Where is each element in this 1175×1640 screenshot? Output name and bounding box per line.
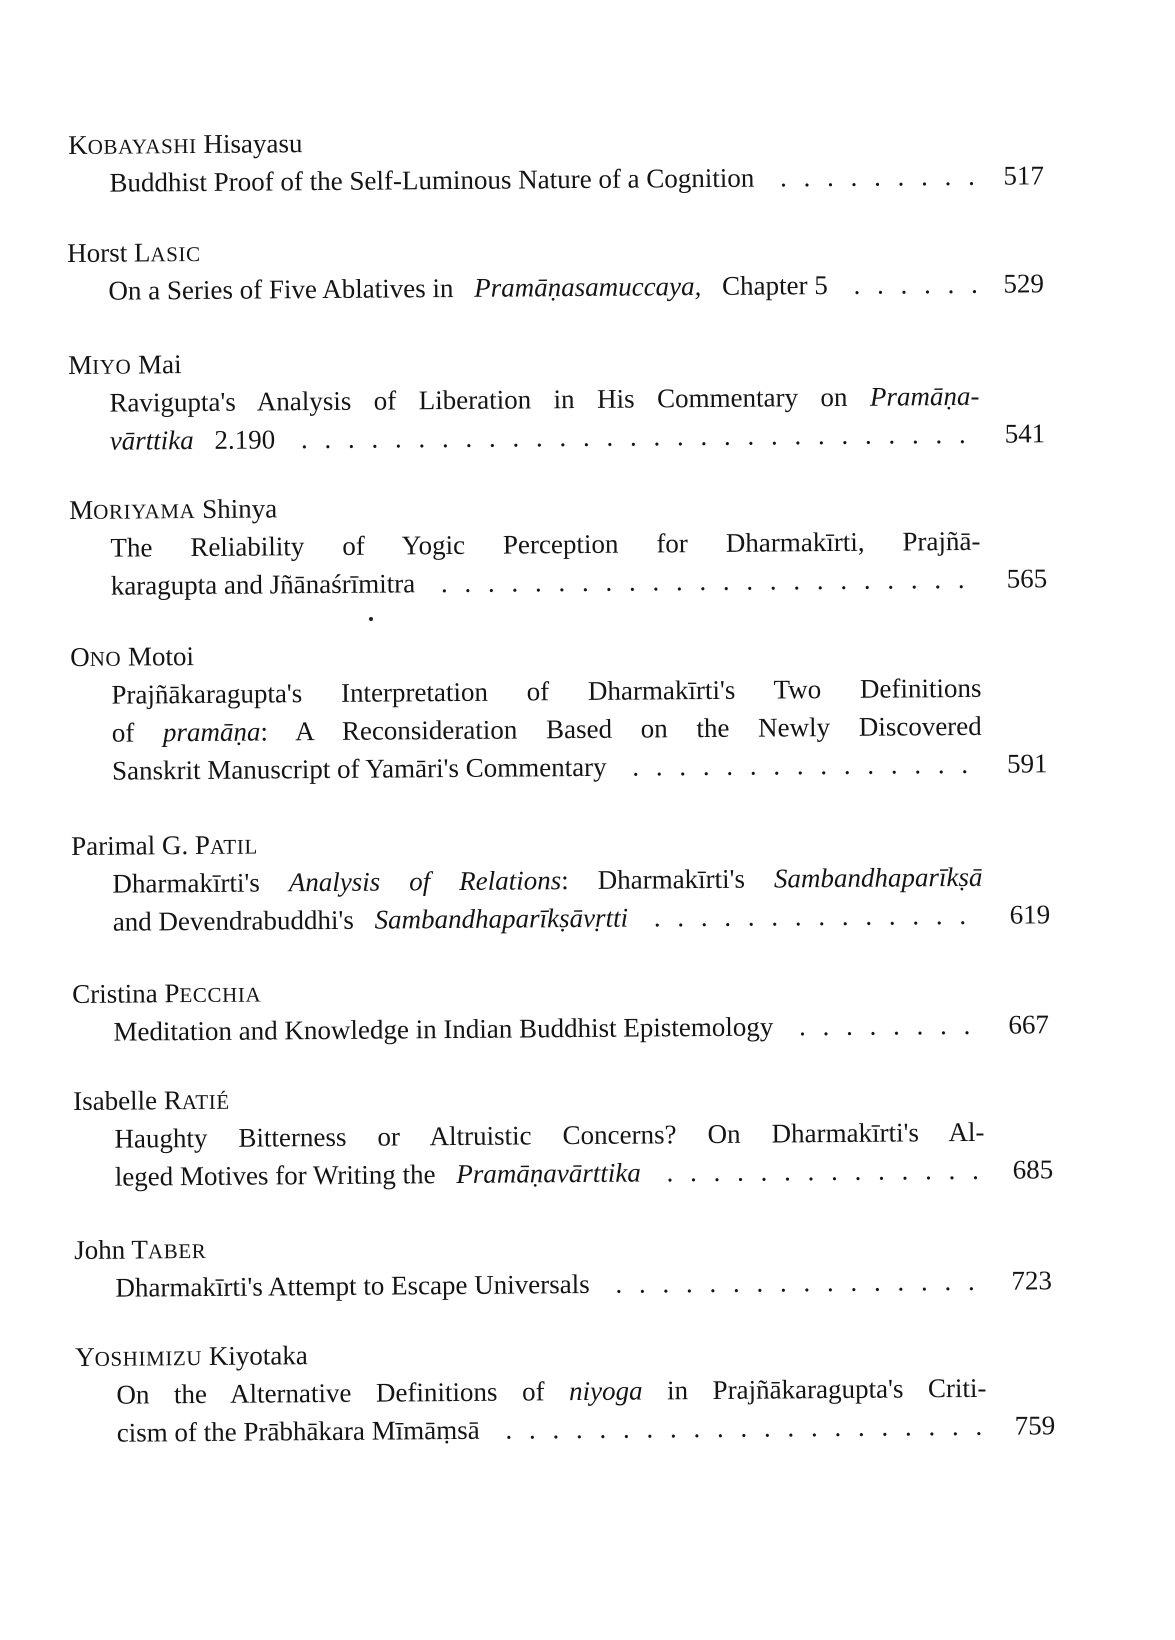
- author-surname-display: LASIC: [133, 237, 201, 268]
- author-surname-display: RATIÉ: [163, 1085, 230, 1116]
- author-given-name: Motoi: [121, 641, 195, 672]
- title-segment: : A Reconsideration Based on the Newly Discovered: [260, 710, 982, 747]
- author-surname-display: PECCHIA: [164, 978, 262, 1009]
- author-surname-display: KOBAYASHI: [68, 129, 197, 160]
- author-given-name: Parimal G.: [71, 830, 195, 861]
- author-surname-display: MORIYAMA: [69, 494, 196, 525]
- author-surname-display: YOSHIMIZU: [75, 1341, 203, 1372]
- title-segment: Dharmakīrti's Attempt to Escape Universals: [115, 1269, 603, 1303]
- page-number: 759: [1014, 1410, 1056, 1441]
- toc-entry: [73, 1074, 1074, 1196]
- title-segment: Chapter 5: [715, 270, 842, 301]
- title-segment: Dharmakīrti's: [112, 867, 289, 899]
- title-segment: Sanskrit Manuscript of Yamāri's Commentary: [112, 752, 621, 786]
- title-segment: of: [111, 717, 164, 748]
- toc-entry: [74, 1223, 1075, 1307]
- page-number: 723: [1011, 1265, 1053, 1296]
- page-number: 619: [1009, 899, 1051, 930]
- entry-title-line: [115, 1262, 985, 1307]
- entry-title-line: [110, 415, 980, 460]
- toc-entry: [70, 630, 1071, 790]
- title-segment: The Reliability of Yogic Perception for Dharmakīrti, Prajñā-: [110, 525, 981, 563]
- title-segment: and Devendrabuddhi's: [113, 905, 375, 937]
- title-segment: : Dharmakīrti's: [561, 863, 775, 896]
- title-segment: Buddhist Proof of the Self-Luminous Nature of a Cognition: [109, 163, 768, 198]
- title-segment: On the Alternative Definitions of: [116, 1376, 570, 1410]
- title-segment: Haughty Bitterness or Altruistic Concerns? On Dharmakīrti's Al-: [114, 1116, 985, 1154]
- author-given-name: Mai: [131, 349, 182, 380]
- page-number: 529: [1003, 268, 1045, 299]
- author-given-name: John: [74, 1234, 132, 1265]
- entry-title-line: [113, 896, 983, 941]
- entry-title-line: [112, 745, 982, 790]
- author-surname-display: TABER: [131, 1234, 207, 1265]
- entry-title-line: [111, 560, 981, 605]
- entry-title-line: [108, 265, 978, 310]
- author-surname-display: ONO: [70, 641, 122, 672]
- title-segment: karagupta and Jñānaśrīmitra: [111, 568, 430, 600]
- page-number: 591: [1006, 748, 1048, 779]
- page-number: 685: [1012, 1154, 1054, 1185]
- title-segment: Prajñākaragupta's Interpretation of Dharmakīrti's Two Definitions: [111, 672, 982, 710]
- title-segment: in Prajñākaragupta's Criti-: [642, 1372, 987, 1406]
- title-segment: cism of the Prābhākara Mīmāṃsā: [117, 1415, 494, 1448]
- ink-speck: [369, 617, 373, 621]
- author-given-name: Kiyotaka: [201, 1340, 308, 1372]
- toc-entry: [69, 483, 1070, 605]
- toc-entry: [68, 338, 1069, 460]
- title-segment: On a Series of Five Ablatives in: [108, 273, 474, 306]
- author-surname-display: MIYO: [68, 349, 132, 380]
- entry-title-line: [109, 157, 979, 202]
- title-segment: Meditation and Knowledge in Indian Buddhist Epistemology: [113, 1011, 787, 1046]
- title-italic-segment: niyoga: [568, 1375, 643, 1407]
- toc-entry: [75, 1330, 1076, 1452]
- entry-title-line: [113, 1006, 983, 1051]
- title-segment: Ravigupta's Analysis of Liberation in His Commentary on: [109, 381, 871, 418]
- title-italic-segment: Pramāṇasamuccaya,: [474, 271, 715, 303]
- entry-title-line: [115, 1151, 985, 1196]
- title-italic-segment: Sambandhaparīkṣāvṛtti: [374, 903, 642, 935]
- author-given-name: Isabelle: [73, 1085, 164, 1116]
- toc-entry: [71, 819, 1072, 941]
- author-given-name: Horst: [67, 237, 135, 268]
- toc-entry: [68, 118, 1069, 202]
- title-italic-segment: vārttika: [110, 425, 208, 456]
- title-italic-segment: Sambandhaparīkṣā: [773, 861, 983, 894]
- author-given-name: Hisayasu: [196, 128, 303, 159]
- title-italic-segment: Pramāṇavārttika: [456, 1157, 655, 1189]
- toc-entry: [67, 226, 1068, 310]
- toc-entry: [72, 967, 1073, 1051]
- page-number: 517: [1003, 160, 1045, 191]
- title-italic-segment: pramāṇa: [162, 716, 261, 748]
- page-number: 667: [1008, 1009, 1050, 1040]
- author-surname-display: PATIL: [194, 829, 258, 861]
- entry-title-line: [117, 1407, 987, 1452]
- author-given-name: Cristina: [72, 978, 165, 1009]
- title-italic-segment: Pramāṇa-: [869, 380, 980, 412]
- title-segment: 2.190: [208, 424, 290, 455]
- page-number: 541: [1004, 418, 1046, 449]
- page-number: 565: [1006, 563, 1048, 594]
- title-italic-segment: Analysis of Relations: [288, 865, 562, 898]
- title-segment: leged Motives for Writing the: [115, 1159, 457, 1192]
- author-given-name: Shinya: [195, 493, 278, 525]
